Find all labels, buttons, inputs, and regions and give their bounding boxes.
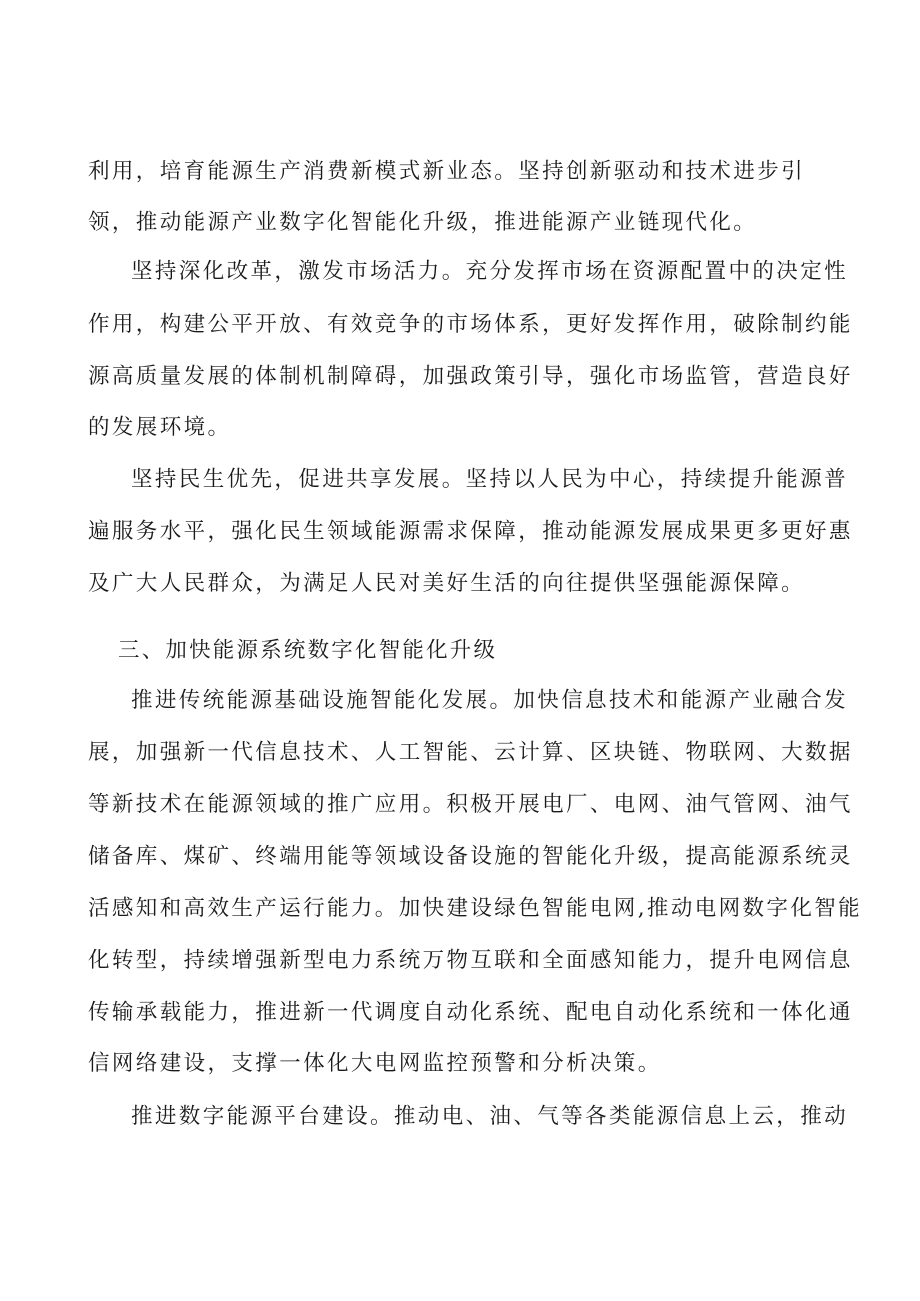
text-line: 化转型，持续增强新型电力系统万物互联和全面感知能力，提升电网信息 <box>88 948 853 973</box>
text-line: 等新技术在能源领域的推广应用。积极开展电厂、电网、油气管网、油气 <box>88 792 853 817</box>
text-line: 信网络建设，支撑一体化大电网监控预警和分析决策。 <box>88 1051 662 1076</box>
paragraph-start: 坚持深化改革，激发市场活力。充分发挥市场在资源配置中的决定性 <box>131 259 849 284</box>
text-line: 作用，构建公平开放、有效竞争的市场体系，更好发挥作用，破除制约能 <box>88 312 853 337</box>
paragraph-start: 推进数字能源平台建设。推动电、油、气等各类能源信息上云，推动 <box>131 1104 849 1129</box>
text-line: 利用，培育能源生产消费新模式新业态。坚持创新驱动和技术进步引 <box>88 159 806 184</box>
paragraph-start: 坚持民生优先，促进共享发展。坚持以人民为中心，持续提升能源普 <box>131 467 849 492</box>
section-heading: 三、加快能源系统数字化智能化升级 <box>118 638 498 663</box>
text-line: 的发展环境。 <box>88 415 232 440</box>
text-line: 及广大人民群众，为满足人民对美好生活的向往提供坚强能源保障。 <box>88 571 806 596</box>
text-line: 活感知和高效生产运行能力。加快建设绿色智能电网,推动电网数字化智能 <box>88 896 863 921</box>
paragraph-start: 推进传统能源基础设施智能化发展。加快信息技术和能源产业融合发 <box>131 688 849 713</box>
text-line: 传输承载能力，推进新一代调度自动化系统、配电自动化系统和一体化通 <box>88 1000 853 1025</box>
text-line: 储备库、煤矿、终端用能等领域设备设施的智能化升级，提高能源系统灵 <box>88 844 853 869</box>
text-line: 展，加强新一代信息技术、人工智能、云计算、区块链、物联网、大数据 <box>88 740 853 765</box>
text-line: 源高质量发展的体制机制障碍，加强政策引导，强化市场监管，营造良好 <box>88 364 853 389</box>
text-line: 领，推动能源产业数字化智能化升级，推进能源产业链现代化。 <box>88 210 758 235</box>
text-line: 遍服务水平，强化民生领域能源需求保障，推动能源发展成果更多更好惠 <box>88 519 853 544</box>
